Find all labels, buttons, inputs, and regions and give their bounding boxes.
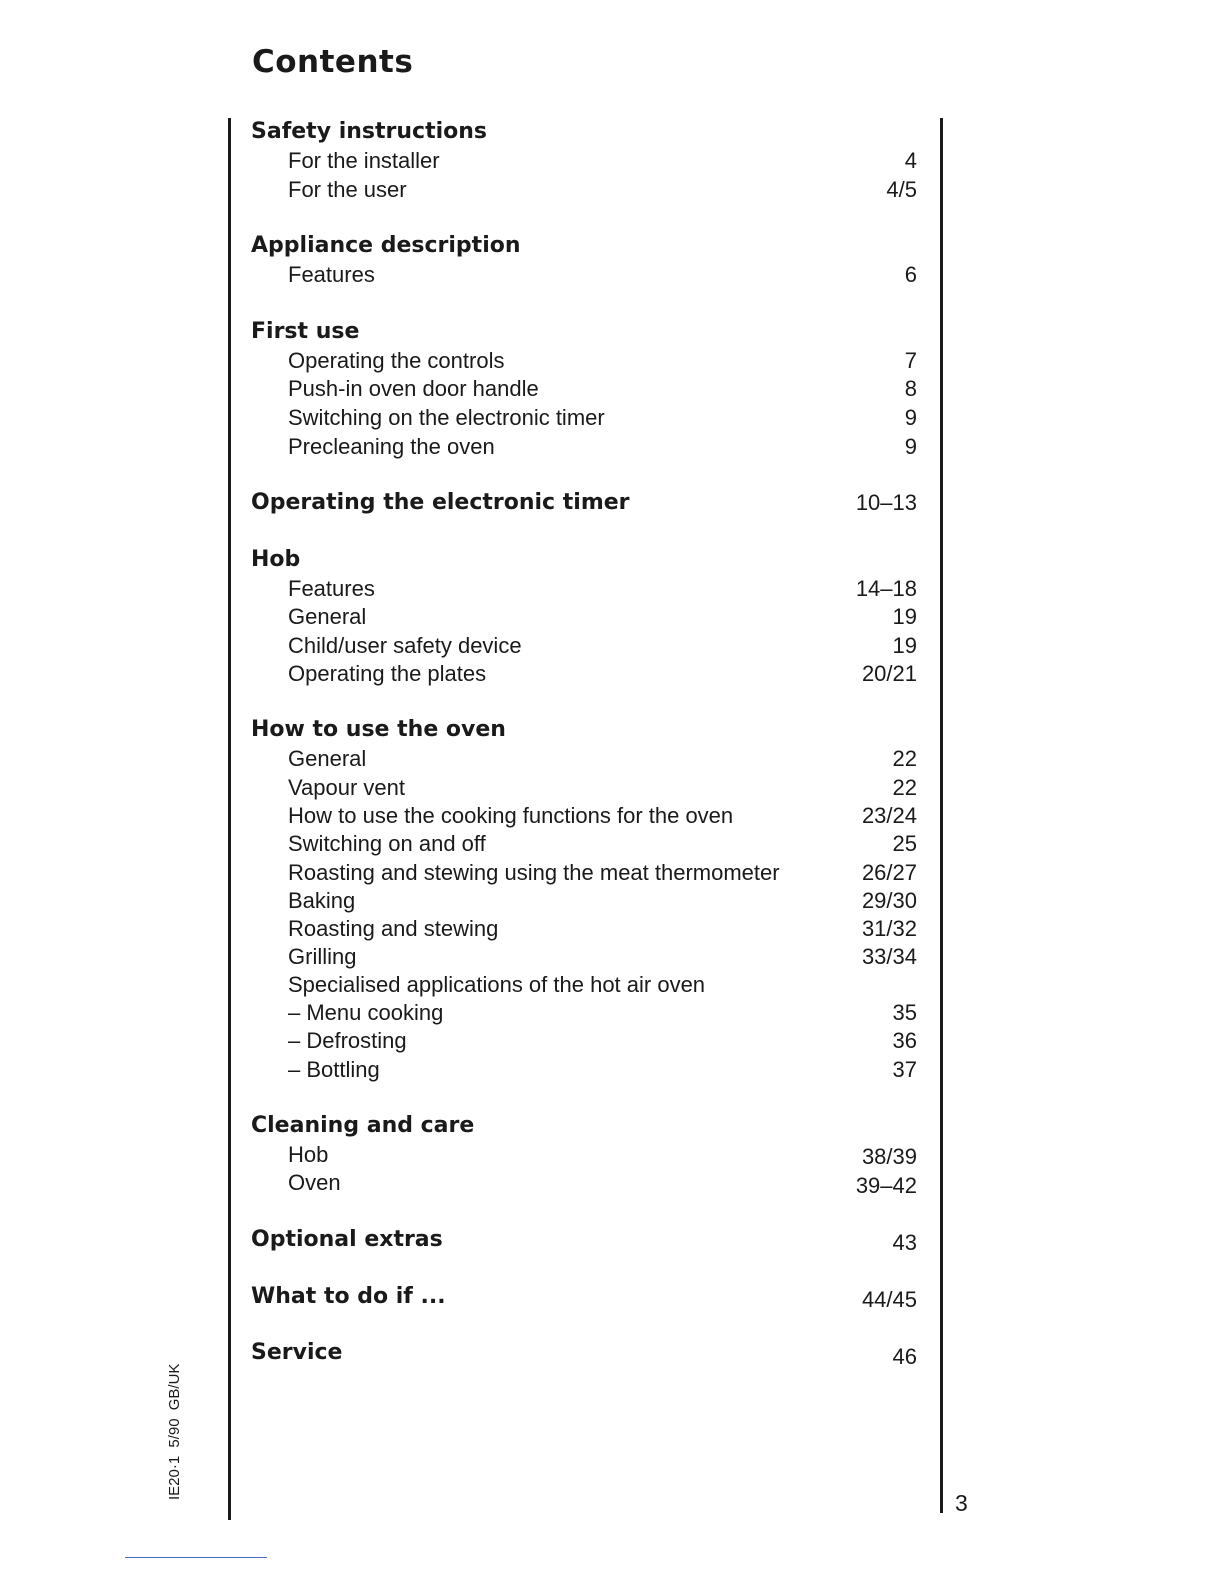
toc-page: 10–13 [855,490,917,515]
toc-page: 6 [904,262,917,287]
toc-page: 22 [892,775,917,800]
toc-heading[interactable]: Optional extras [251,1227,443,1252]
toc-entry[interactable]: General [288,604,367,629]
toc-page: 43 [892,1230,917,1255]
toc-entry[interactable]: Roasting and stewing [288,916,499,941]
toc-entry[interactable]: For the user [288,177,407,202]
toc-entry[interactable]: Hob [288,1142,329,1167]
toc-entry[interactable]: Push-in oven door handle [288,376,539,401]
toc-entry[interactable]: – Menu cooking [288,1000,444,1025]
toc-entry[interactable]: Switching on the electronic timer [288,405,605,430]
toc-page: 19 [892,604,917,629]
toc-page: 25 [892,831,917,856]
right-margin-rule [940,118,943,1513]
toc-entry[interactable]: Precleaning the oven [288,434,495,459]
toc-heading[interactable]: Hob [251,547,301,572]
toc-page: 8 [904,376,917,401]
toc-entry[interactable]: Child/user safety device [288,633,522,658]
toc-entry[interactable]: Operating the controls [288,348,505,373]
toc-page: 39–42 [855,1173,917,1198]
document-code: IE20·1 5/90 GB/UK [166,1363,183,1500]
toc-heading[interactable]: Appliance description [251,233,521,258]
toc-entry[interactable]: How to use the cooking functions for the oven [288,803,734,828]
toc-entry[interactable]: Specialised applications of the hot air oven [288,972,706,997]
toc-page: 4 [904,148,917,173]
toc-entry[interactable]: Features [288,576,375,601]
toc-page: 36 [892,1028,917,1053]
toc-entry[interactable]: Features [288,262,375,287]
toc-page: 20/21 [861,661,917,686]
toc-page: 9 [904,405,917,430]
toc-heading[interactable]: How to use the oven [251,717,506,742]
toc-entry[interactable]: Baking [288,888,356,913]
page-number: 3 [955,1490,968,1516]
toc-heading[interactable]: What to do if ... [251,1284,446,1309]
toc-page: 35 [892,1000,917,1025]
toc-page: 38/39 [861,1144,917,1169]
toc-page: 9 [904,434,917,459]
toc-page: 4/5 [886,177,917,202]
toc-page: 14–18 [855,576,917,601]
toc-page: 37 [892,1057,917,1082]
toc-entry[interactable]: General [288,746,367,771]
toc-entry[interactable]: Operating the plates [288,661,487,686]
toc-page: 31/32 [861,916,917,941]
toc-heading[interactable]: Safety instructions [251,119,487,144]
toc-entry[interactable]: – Bottling [288,1057,380,1082]
toc-heading[interactable]: Cleaning and care [251,1113,475,1138]
toc-page: 46 [892,1344,917,1369]
toc-page: 7 [904,348,917,373]
bottom-divider [125,1557,267,1558]
toc-page: 23/24 [861,803,917,828]
toc-entry[interactable]: Roasting and stewing using the meat thermometer [288,860,780,885]
toc-page: 22 [892,746,917,771]
toc-heading[interactable]: First use [251,319,360,344]
toc-page: 19 [892,633,917,658]
toc-page: 33/34 [861,944,917,969]
toc-heading[interactable]: Service [251,1340,343,1365]
toc-entry[interactable]: Switching on and off [288,831,486,856]
toc-entry[interactable]: Grilling [288,944,357,969]
toc-page: 26/27 [861,860,917,885]
toc-heading[interactable]: Operating the electronic timer [251,490,630,515]
left-margin-rule [228,118,231,1520]
toc-entry[interactable]: For the installer [288,148,440,173]
toc-entry[interactable]: – Defrosting [288,1028,407,1053]
page-title: Contents [252,44,414,80]
toc-page: 29/30 [861,888,917,913]
toc-entry[interactable]: Vapour vent [288,775,406,800]
toc-page: 44/45 [861,1287,917,1312]
toc-entry[interactable]: Oven [288,1170,341,1195]
